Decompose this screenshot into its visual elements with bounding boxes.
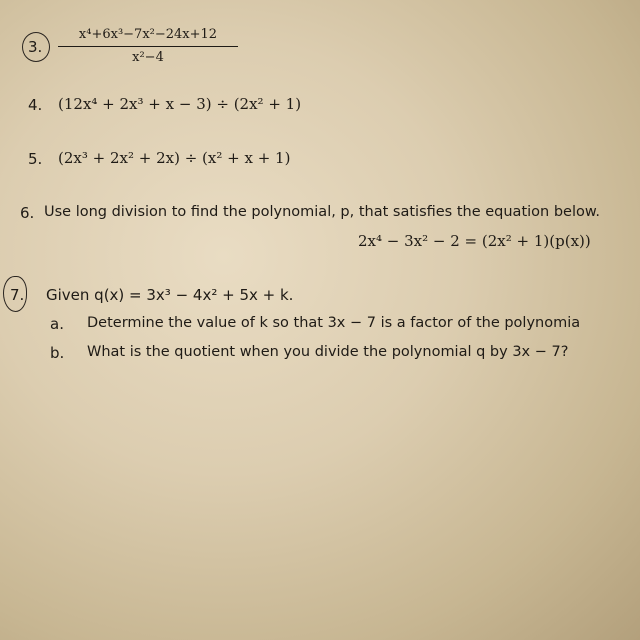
problem-6-number: 6. (20, 204, 35, 222)
problem-7b-text: What is the quotient when you divide the polynomial q by 3x − 7? (87, 344, 569, 360)
problem-6-text: Use long division to find the polynomial, p, that satisfies the equation below. (44, 204, 600, 220)
problem-7b-label: b. (50, 344, 65, 362)
problem-7-text: Given q(x) = 3x³ − 4x² + 5x + k. (46, 286, 294, 304)
fraction-bar (58, 46, 238, 47)
problem-3-denominator: x²−4 (132, 50, 164, 65)
problem-7a-label: a. (50, 315, 64, 333)
problem-4-number: 4. (28, 96, 43, 114)
problem-6-equation: 2x⁴ − 3x² − 2 = (2x² + 1)(p(x)) (358, 232, 591, 250)
problem-3-number: 3. (28, 38, 43, 56)
problem-7a-text: Determine the value of k so that 3x − 7 is a factor of the polynomia (87, 315, 581, 331)
problem-3-fraction (58, 27, 238, 65)
problem-4-expression: (12x⁴ + 2x³ + x − 3) ÷ (2x² + 1) (58, 95, 302, 113)
problem-7-number: 7. (10, 286, 25, 304)
problem-5-number: 5. (28, 150, 43, 168)
problem-3-numerator: x⁴+6x³−7x²−24x+12 (78, 27, 218, 42)
problem-5-expression: (2x³ + 2x² + 2x) ÷ (x² + x + 1) (58, 149, 291, 167)
